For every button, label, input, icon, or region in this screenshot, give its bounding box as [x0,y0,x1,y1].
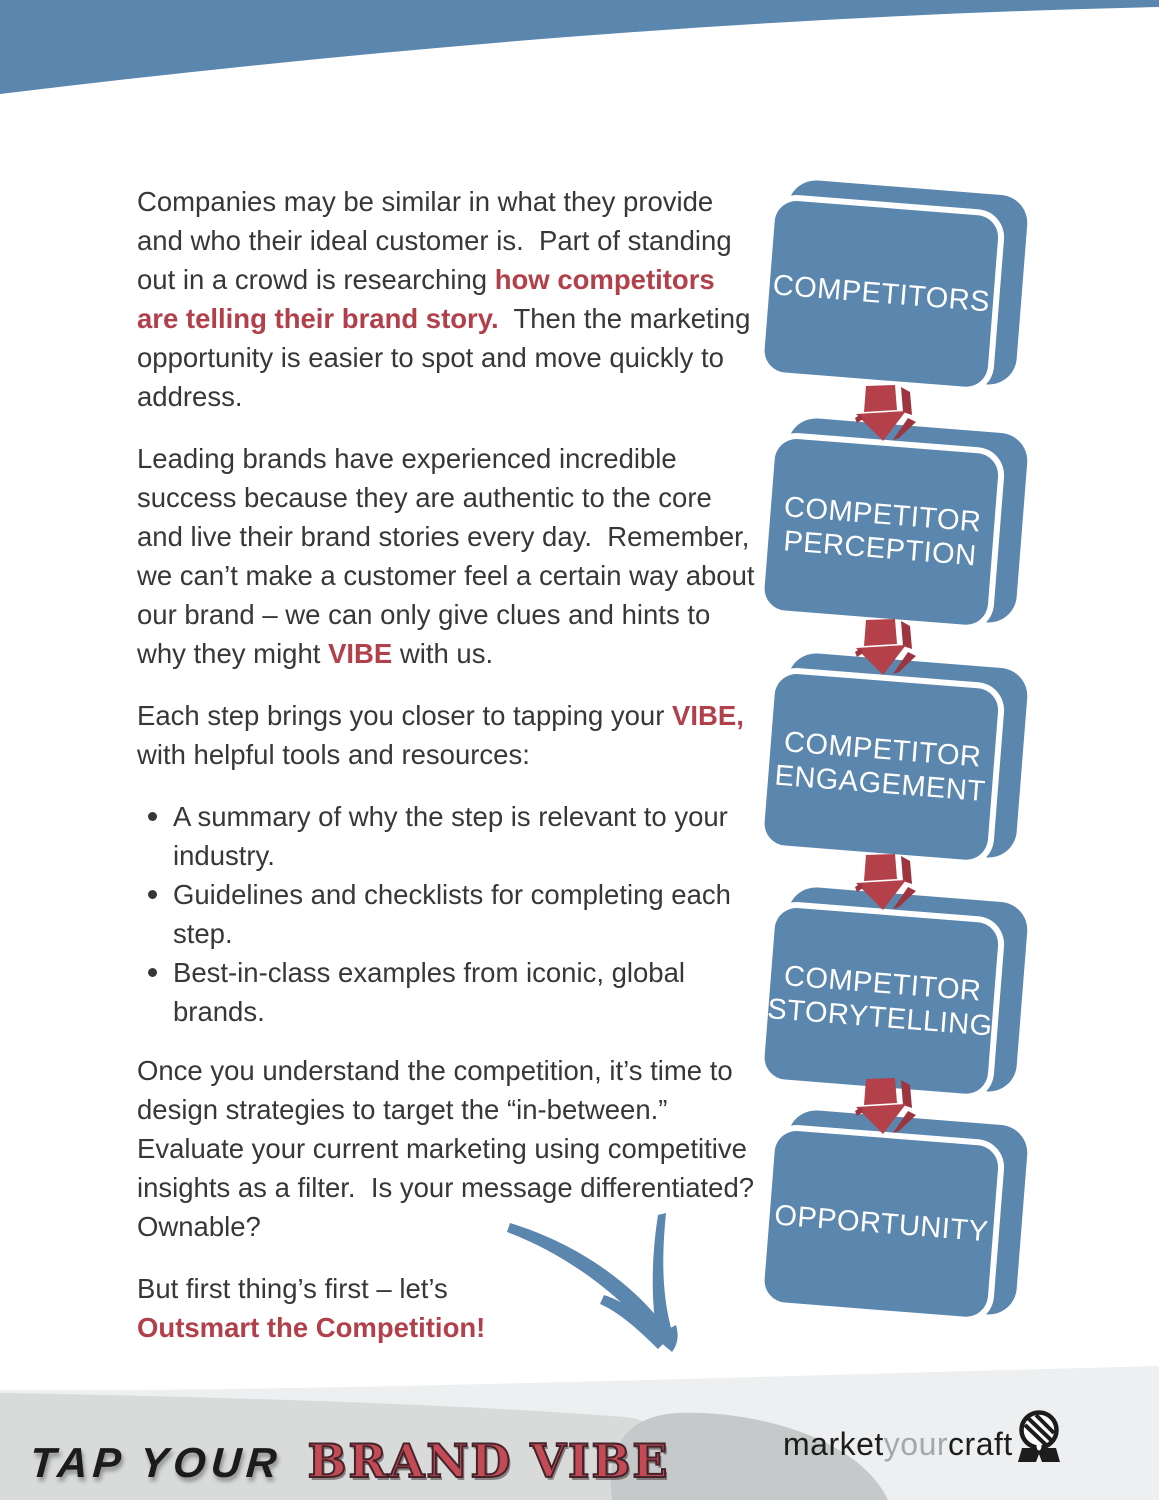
step-label: COMPETITOR ENGAGEMENT [763,672,1000,861]
bullet-list [137,797,755,1031]
step-box [763,415,1030,632]
step-box [763,884,1030,1101]
body-text: with us. [392,638,494,669]
highlighted-text: VIBE, [672,700,744,731]
tagline-script-text: TAP YOUR [28,1439,284,1486]
logo-your-text: your [883,1425,949,1462]
bullet-item: A summary of why the step is relevant to your industry. [137,797,755,875]
tagline-brand-text: BRAND VIBE [307,1434,670,1488]
step-box [763,177,1030,394]
highlighted-text: VIBE [328,638,393,669]
yarn-ball-icon [1016,1408,1062,1464]
body-text: Once you understand the competition, it’s time to design strategies to target the “in-between.” Evaluate your current marketing using competitive insights as a filter. Is your message differentiated? Ownable? [137,1055,770,1242]
cta-highlight: Outsmart the Competition! [137,1312,486,1343]
step-label: COMPETITORS [763,199,1000,388]
bullet-item: Best-in-class examples from iconic, global brands. [137,953,755,1031]
logo-craft-text: craft [948,1425,1013,1462]
highlighted-text: how competitors are telling their brand story. [137,264,723,334]
cta-line: But first thing’s first – let’s [137,1273,448,1304]
paragraph [137,439,763,673]
down-arrow-3d-icon [854,1077,930,1139]
down-arrow-3d-icon [854,618,930,680]
step-box [763,1107,1030,1324]
curved-brush-arrow-icon [480,1185,780,1375]
body-text: Companies may be similar in what they provide and who their ideal customer is. Part of standing out in a crowd is researching [137,186,740,295]
header-swoosh-graphic [0,0,1159,100]
step-label: COMPETITOR PERCEPTION [763,437,1000,626]
body-text: Leading brands have experienced incredible success because they are authentic to the core and live their brand stories every day. Remember, we can’t make a customer feel a certain way about our brand – we can only give clues and hints to why they might [137,443,763,669]
footer-tagline [30,1434,670,1488]
body-text: Then the marketing opportunity is easier to spot and move quickly to address. [137,303,759,412]
down-arrow-3d-icon [854,384,930,446]
body-text: Each step brings you closer to tapping your [137,700,673,731]
step-label: COMPETITOR STORYTELLING [763,906,1000,1095]
paragraph [137,182,759,416]
step-label: OPPORTUNITY [763,1129,1000,1318]
logo-market-text: market [783,1425,884,1462]
body-text: with helpful tools and resources: [137,700,752,770]
brand-logo [783,1424,1062,1464]
down-arrow-3d-icon [854,853,930,915]
bullet-item: Guidelines and checklists for completing each step. [137,875,755,953]
step-box [763,650,1030,867]
paragraph [137,696,755,774]
